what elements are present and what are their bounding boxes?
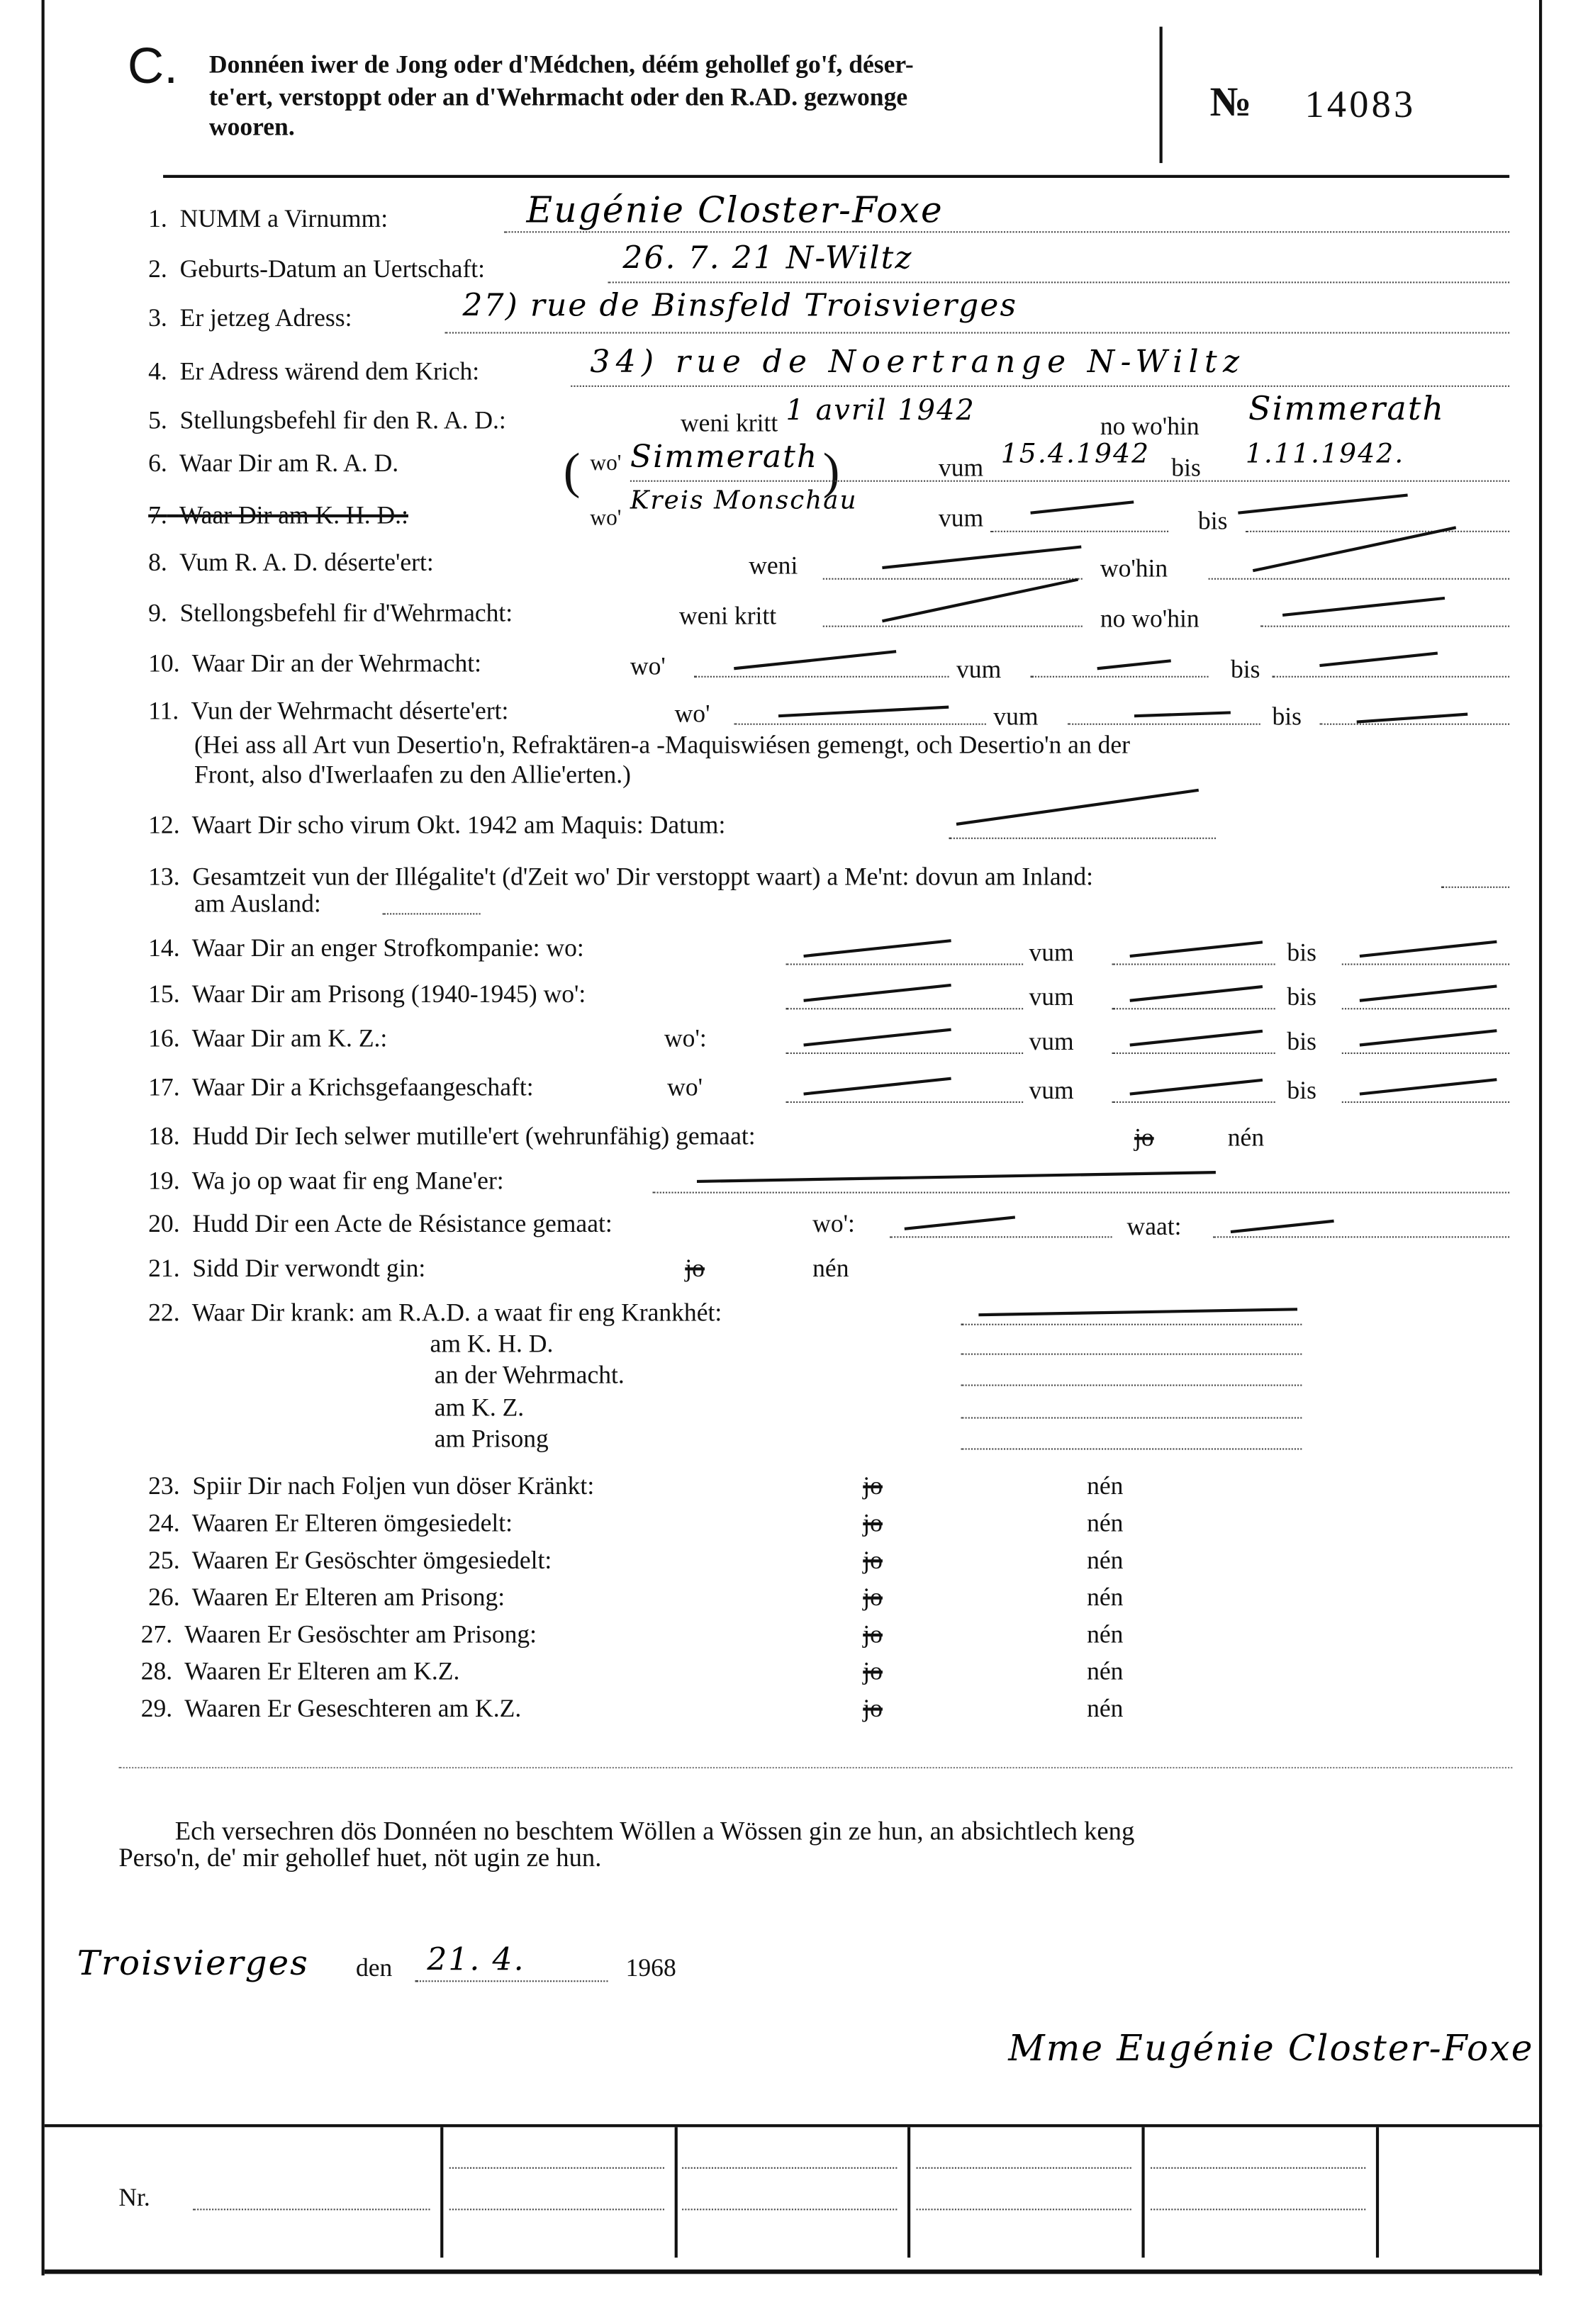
field-label: Datum:: [649, 811, 726, 839]
item-12: [148, 811, 725, 841]
field-line[interactable]: [961, 1448, 1302, 1449]
field-line[interactable]: [785, 1052, 1023, 1054]
item-label: Waar Dir an enger Strofkompanie:: [191, 933, 540, 962]
rad-from[interactable]: 15.4.1942: [1000, 439, 1151, 471]
khd-from-line[interactable]: [990, 531, 1168, 532]
field-line[interactable]: [1213, 1236, 1509, 1237]
crossed-out-mark: [1360, 1078, 1497, 1095]
field-label: bis: [1287, 1027, 1316, 1056]
yes-option[interactable]: jo: [1134, 1123, 1154, 1152]
crossed-out-mark: [1360, 984, 1497, 1001]
war-address-field-value[interactable]: 34) rue de Noertrange N-Wiltz: [590, 344, 1246, 380]
field-line[interactable]: [1112, 1052, 1275, 1054]
bracket-left: (: [563, 444, 581, 500]
item-number: 10.: [148, 649, 180, 678]
section-letter: C.: [127, 38, 178, 95]
item-label: Stellongsbefehl fir d'Wehrmacht:: [179, 598, 513, 627]
field-label: wo:: [546, 933, 584, 962]
yes-option[interactable]: jo: [685, 1254, 705, 1283]
field-line[interactable]: [785, 1101, 1023, 1103]
item-3: [148, 304, 352, 334]
crossed-out-mark: [1360, 1029, 1497, 1046]
no-option[interactable]: nén: [1087, 1471, 1124, 1500]
field-line[interactable]: [734, 724, 986, 725]
field-line[interactable]: [1068, 724, 1260, 725]
yes-option[interactable]: jo: [863, 1471, 883, 1500]
nr-field[interactable]: [193, 2208, 430, 2210]
abroad-field-line[interactable]: [383, 913, 481, 914]
item-number: 13.: [148, 863, 180, 891]
table-cell[interactable]: [682, 2167, 897, 2169]
crossed-out-mark: [1238, 493, 1408, 514]
item-17: [148, 1073, 533, 1103]
field-label: bis: [1230, 655, 1260, 684]
field-label: bis: [1272, 702, 1302, 731]
item-16: [148, 1024, 387, 1054]
item-label: Hudd Dir Iech selwer mutille'ert (wehrunfähig) gemaat:: [192, 1122, 756, 1151]
item-number: 16.: [148, 1024, 180, 1052]
signing-year: 1968: [625, 1953, 676, 1982]
inland-field-line[interactable]: [1441, 887, 1509, 888]
crossed-out-mark: [978, 1308, 1297, 1316]
field-line[interactable]: [961, 1417, 1302, 1418]
rad-place[interactable]: Simmerath: [630, 439, 819, 475]
table-cell[interactable]: [1151, 2208, 1365, 2210]
khd-place[interactable]: Kreis Monschau: [630, 486, 858, 516]
crossed-out-mark: [1130, 1079, 1263, 1096]
nr-label: Nr.: [118, 2183, 150, 2212]
item-label: Waar Dir krank: am R.A.D. a waat fir eng Krankhét:: [191, 1298, 722, 1327]
field-label: vum: [956, 655, 1002, 684]
item-28: [141, 1657, 460, 1687]
field-line[interactable]: [694, 676, 949, 678]
item-number: 4.: [148, 357, 167, 386]
item-18: [148, 1122, 756, 1152]
table-top-rule: [45, 2124, 1542, 2127]
item-10: [148, 649, 481, 679]
item-label: Waaren Er Gesöschter am Prisong:: [184, 1620, 537, 1649]
crossed-out-mark: [803, 1077, 951, 1096]
field-line[interactable]: [1319, 724, 1509, 725]
bracket-right: ): [822, 444, 840, 500]
item-label: Waaren Er Elteren ömgesiedelt:: [191, 1509, 513, 1537]
field-label: waat:: [1126, 1212, 1182, 1241]
field-line[interactable]: [823, 626, 1083, 627]
item-label: Waaren Er Geseschteren am K.Z.: [184, 1694, 522, 1723]
item-number: 15.: [148, 979, 180, 1009]
item-9: [148, 599, 513, 629]
signing-place[interactable]: Troisvierges: [77, 1945, 309, 1984]
item-8: [148, 549, 434, 578]
bis-label: bis: [1171, 453, 1201, 482]
khd-to-line[interactable]: [1246, 531, 1509, 532]
crossed-out-mark: [1097, 659, 1170, 670]
field-label: bis: [1287, 1076, 1316, 1105]
item-number: 27.: [140, 1620, 173, 1649]
signing-date[interactable]: 21. 4.: [427, 1941, 525, 1978]
field-label: wo': [630, 652, 666, 680]
field-label: vum: [1029, 1076, 1074, 1105]
table-cell[interactable]: [449, 2208, 664, 2210]
item-label: Vum R. A. D. déserte'ert:: [179, 548, 434, 577]
item-label: Sidd Dir verwondt gin:: [192, 1254, 426, 1283]
yes-option[interactable]: jo: [863, 1657, 883, 1686]
yes-option[interactable]: jo: [863, 1583, 883, 1612]
page-bottom-border: [45, 2269, 1542, 2274]
vum-label: vum: [938, 504, 984, 532]
item-number: 17.: [148, 1073, 180, 1101]
table-cell[interactable]: [1151, 2167, 1365, 2169]
item-number: 29.: [140, 1694, 173, 1723]
crossed-out-mark: [1130, 1030, 1263, 1047]
name-field-value[interactable]: Eugénie Closter-Foxe: [526, 189, 944, 232]
item-21: [148, 1254, 425, 1284]
crossed-out-mark: [905, 1216, 1015, 1230]
item-1: [148, 205, 388, 235]
yes-option[interactable]: jo: [863, 1546, 883, 1575]
item-number: 21.: [148, 1254, 180, 1283]
crossed-out-mark: [803, 939, 951, 958]
item-number: 1.: [148, 204, 167, 233]
table-divider: [1141, 2127, 1144, 2257]
crossed-out-mark: [1357, 713, 1468, 724]
crossed-out-mark: [1360, 941, 1497, 958]
item-number: 20.: [148, 1209, 180, 1238]
item-5: [148, 406, 506, 436]
document-number: 14083: [1304, 83, 1416, 126]
item-label: Waar Dir am R. A. D.: [179, 449, 399, 478]
item-25: [148, 1546, 552, 1576]
crossed-out-mark: [803, 1028, 951, 1047]
no-option[interactable]: nén: [1087, 1583, 1124, 1612]
table-divider: [1376, 2127, 1379, 2257]
item-number: 2.: [148, 254, 167, 284]
field-label: weni: [749, 551, 798, 580]
item-label: Spiir Dir nach Foljen vun döser Kränkt:: [192, 1471, 595, 1500]
field-line[interactable]: [1260, 626, 1509, 627]
field-label: wo':: [664, 1024, 707, 1052]
no-option[interactable]: nén: [1087, 1694, 1124, 1723]
field-label: bis: [1287, 938, 1316, 967]
crossed-out-mark: [1282, 597, 1445, 617]
item-number: 18.: [148, 1122, 180, 1151]
item-number: 28.: [140, 1657, 173, 1686]
crossed-out-mark: [882, 545, 1081, 569]
field-line[interactable]: [961, 1354, 1302, 1355]
field-line[interactable]: [1273, 676, 1510, 678]
table-cell[interactable]: [682, 2208, 897, 2210]
address-field-line[interactable]: [444, 332, 1509, 333]
item-29: [141, 1695, 522, 1724]
wo-label: wo': [590, 507, 622, 531]
yes-option[interactable]: jo: [863, 1620, 883, 1649]
item-number: 14.: [148, 933, 180, 962]
field-line[interactable]: [1031, 676, 1209, 678]
item-number: 5.: [148, 406, 167, 434]
field-label: wo': [674, 700, 710, 728]
item-20: [148, 1210, 613, 1240]
item-label: Waart Dir scho virum Okt. 1942 am Maquis:: [191, 811, 644, 839]
item-label: Waar Dir am Prisong (1940-1945): [191, 979, 537, 1009]
address-field-value[interactable]: 27) rue de Binsfeld Troisvierges: [462, 287, 1018, 323]
yes-option[interactable]: jo: [863, 1694, 883, 1723]
item-label: Waar Dir an der Wehrmacht:: [191, 649, 482, 678]
field-label: wo'hin: [1100, 554, 1168, 583]
item-label: Vun der Wehrmacht déserte'ert:: [191, 697, 509, 725]
item-number: 25.: [148, 1546, 180, 1575]
crossed-out-mark: [1130, 941, 1263, 958]
crossed-out-mark: [1231, 1220, 1334, 1233]
crossed-out-mark: [956, 789, 1199, 826]
field-label: wo': [667, 1073, 703, 1101]
item-24: [148, 1509, 513, 1539]
field-line[interactable]: [1342, 963, 1509, 965]
item-11: [148, 697, 508, 726]
item-7: [148, 501, 408, 531]
item-23: [148, 1472, 594, 1502]
field-label: bis: [1287, 982, 1316, 1011]
item-note: Front, also d'Iwerlaafen zu den Allie'erten.): [194, 760, 632, 789]
item-label: Er jetzeg Adress:: [179, 303, 352, 332]
item-label: Waar Dir a Krichsgefaangeschaft:: [191, 1073, 534, 1101]
wo-label: wo': [590, 451, 622, 476]
page-right-border: [1539, 0, 1542, 2275]
field-line[interactable]: [1342, 1052, 1509, 1054]
item-number: 3.: [148, 303, 167, 332]
crossed-out-mark: [1030, 500, 1134, 514]
item-label: Stellungsbefehl fir den R. A. D.:: [179, 406, 506, 434]
field-label: vum: [1029, 982, 1074, 1011]
bis-label: bis: [1197, 507, 1228, 536]
signature: Mme Eugénie Closter-Foxe: [1008, 2028, 1534, 2070]
crossed-out-mark: [1253, 526, 1456, 572]
header-divider: [1160, 27, 1163, 163]
field-label: wo':: [543, 979, 586, 1009]
item-label: NUMM a Virnumm:: [179, 204, 388, 233]
field-label: weni kritt: [678, 602, 777, 630]
sub-label: am K. Z.: [434, 1393, 525, 1422]
form-title-line2: te'ert, verstoppt oder an d'Wehrmacht oder den R.AD. gezwonge: [208, 83, 908, 111]
item-13: [148, 863, 1093, 892]
item-label: Geburts-Datum an Uertschaft:: [179, 254, 486, 284]
field-label: am Ausland:: [194, 889, 321, 918]
item-number: 24.: [148, 1509, 180, 1537]
war-address-field-line[interactable]: [571, 386, 1509, 387]
rad-order-date[interactable]: 1 avril 1942: [785, 394, 975, 427]
table-cell[interactable]: [917, 2167, 1131, 2169]
field-line[interactable]: [1209, 578, 1510, 580]
form-title-line3: wooren.: [208, 112, 295, 141]
name-field-line[interactable]: [504, 231, 1509, 232]
item-label: Waaren Er Gesöschter ömgesiedelt:: [191, 1546, 552, 1575]
date-line[interactable]: [415, 1980, 608, 1982]
table-divider: [440, 2127, 443, 2257]
crossed-out-mark: [778, 706, 949, 718]
item-number: 9.: [148, 598, 167, 627]
no-option[interactable]: nén: [1087, 1657, 1124, 1686]
den-label: den: [355, 1953, 393, 1982]
item-26: [148, 1583, 505, 1613]
field-line[interactable]: [1112, 963, 1275, 965]
page-left-border: [42, 0, 45, 2275]
item-label: Waar Dir am K. Z.:: [191, 1024, 388, 1052]
field-line[interactable]: [1112, 1101, 1275, 1103]
item-number: 26.: [148, 1583, 180, 1612]
table-divider: [675, 2127, 678, 2257]
rad-to[interactable]: 1.11.1942.: [1245, 439, 1405, 471]
item-27: [141, 1620, 537, 1650]
field-line[interactable]: [961, 1324, 1302, 1325]
crossed-out-mark: [697, 1171, 1216, 1183]
crossed-out-mark: [803, 984, 951, 1002]
field-line[interactable]: [890, 1236, 1112, 1237]
item-2: [148, 255, 485, 285]
sub-label: am K. H. D.: [430, 1330, 554, 1358]
item-19: [148, 1167, 504, 1196]
item-15: [148, 979, 586, 1009]
item-14: [148, 934, 584, 964]
item-6: [148, 449, 398, 479]
field-label: vum: [993, 702, 1039, 731]
table-cell[interactable]: [449, 2167, 664, 2169]
table-divider: [907, 2127, 910, 2257]
number-symbol: №: [1209, 79, 1252, 126]
form-title-line1: Donnéen iwer de Jong oder d'Médchen, déém gehollef go'f, déser-: [208, 50, 914, 79]
declaration-text: Perso'n, de' mir gehollef huet, nöt ugin ze hun.: [118, 1842, 602, 1873]
item-4: [148, 357, 479, 387]
item-number: 11.: [148, 697, 179, 725]
crossed-out-mark: [882, 578, 1078, 623]
item-label: Waaren Er Elteren am Prisong:: [191, 1583, 505, 1612]
item-number: 23.: [148, 1471, 180, 1500]
item-22: [148, 1298, 722, 1328]
field-line[interactable]: [961, 1384, 1302, 1386]
item-number: 7.: [148, 500, 167, 529]
field-label: vum: [1029, 1027, 1074, 1056]
rad-line: [630, 481, 1509, 482]
no-option[interactable]: nén: [1087, 1620, 1124, 1649]
field-line[interactable]: [1112, 1008, 1275, 1009]
item-number: 6.: [148, 449, 167, 478]
item-label: Waar Dir am K. H. D.:: [179, 500, 408, 529]
table-cell[interactable]: [917, 2208, 1131, 2210]
no-option[interactable]: nén: [812, 1254, 849, 1283]
when-label: weni kritt: [680, 409, 778, 437]
sub-label: an der Wehrmacht.: [434, 1360, 625, 1389]
field-line[interactable]: [785, 963, 1023, 965]
field-label: wo':: [812, 1209, 855, 1238]
crossed-out-mark: [1134, 711, 1231, 717]
no-option[interactable]: nén: [1227, 1123, 1265, 1152]
item-label: Hudd Dir een Acte de Résistance gemaat:: [192, 1209, 613, 1238]
item-label: Waaren Er Elteren am K.Z.: [184, 1657, 460, 1686]
item-note: (Hei ass all Art vun Desertio'n, Refraktären-a -Maquiswiésen gemengt, och Desertio'n an der: [194, 731, 1131, 759]
yes-option[interactable]: jo: [863, 1509, 883, 1537]
birth-field-line[interactable]: [608, 281, 1510, 283]
declaration-text: Ech versechren dös Donnéen no beschtem Wöllen a Wössen gin ze hun, an absichtlech keng: [174, 1816, 1135, 1846]
header-rule: [163, 175, 1509, 177]
field-line[interactable]: [785, 1008, 1023, 1009]
no-option[interactable]: nén: [1087, 1546, 1124, 1575]
item-label: Wa jo op waat fir eng Mane'er:: [191, 1167, 504, 1195]
birth-field-value[interactable]: 26. 7. 21 N-Wiltz: [622, 240, 913, 276]
item-label: Er Adress wärend dem Krich:: [179, 357, 480, 386]
field-line[interactable]: [1342, 1008, 1509, 1009]
item-number: 8.: [148, 548, 167, 577]
field-label: no wo'hin: [1100, 605, 1200, 634]
rad-order-place[interactable]: Simmerath: [1248, 391, 1446, 429]
where-label: no wo'hin: [1100, 412, 1200, 441]
maquis-date-line[interactable]: [949, 838, 1216, 839]
no-option[interactable]: nén: [1087, 1509, 1124, 1537]
crossed-out-mark: [1319, 652, 1438, 668]
item-number: 19.: [148, 1167, 180, 1195]
field-line[interactable]: [652, 1192, 1509, 1194]
sub-label: am Prisong: [434, 1424, 549, 1453]
item-label: Gesamtzeit vun der Illégalite't (d'Zeit wo' Dir verstoppt waart) a Me'nt: dovun am Inland:: [192, 863, 1094, 891]
field-line[interactable]: [823, 578, 1083, 580]
crossed-out-mark: [1130, 985, 1263, 1002]
separator: [118, 1767, 1512, 1768]
vum-label: vum: [938, 453, 984, 482]
item-number: 12.: [148, 811, 180, 839]
field-line[interactable]: [1342, 1101, 1509, 1103]
item-number: 22.: [148, 1298, 180, 1327]
crossed-out-mark: [734, 650, 896, 670]
field-label: vum: [1029, 938, 1074, 967]
